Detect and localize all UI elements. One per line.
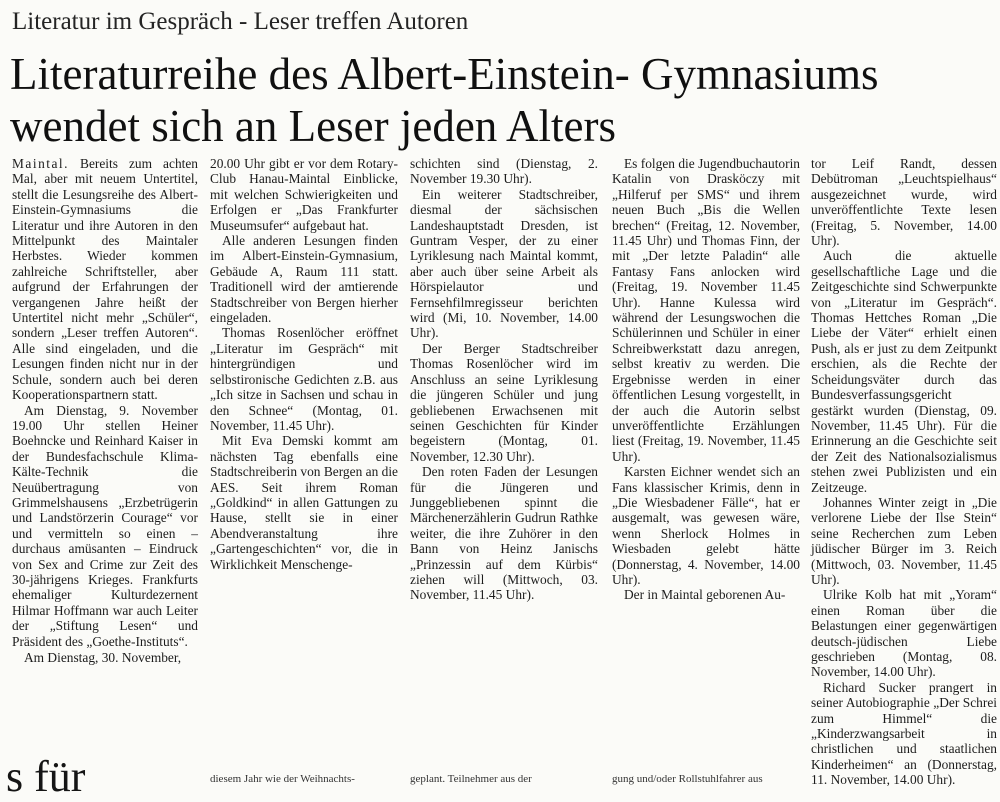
- article-paragraph: Der Berger Stadtschreiber Thomas Rosenlöcher wird im Anschluss an seine Lyriklesung die jüngeren Schüler und jung gebliebenen Erwachsenen mit seinen Geschichten für Kinder begeistern (Montag, 01. November, 12.30 Uhr).: [410, 340, 598, 464]
- article-dateline: Maintal.: [12, 156, 69, 171]
- article-column-5: [811, 156, 997, 788]
- article-headline: Literaturreihe des Albert-Einstein- Gymnasiums wendet sich an Leser jeden Alters: [10, 49, 879, 151]
- article-column-1: [12, 156, 198, 665]
- article-paragraph: [12, 156, 198, 403]
- article-paragraph: tor Leif Randt, dessen Debütroman „Leuchtspielhaus“ ausgezeichnet wurde, wird unveröffentlichte Texte lesen (Freitag, 5. November, 14.00 Uhr).: [811, 156, 997, 249]
- article-kicker: Literatur im Gespräch - Leser treffen Autoren: [12, 8, 469, 35]
- article-paragraph: Alle anderen Lesungen finden im Albert-Einstein-Gymnasium, Gebäude A, Raum 111 statt. Traditionell wird der amtierende Stadtschreiber von Bergen hierher eingeladen.: [210, 233, 398, 326]
- article-paragraph: Am Dienstag, 30. November,: [24, 650, 182, 665]
- next-article-text-fragment: geplant. Teilnehmer aus der: [410, 773, 532, 785]
- article-paragraph: 20.00 Uhr gibt er vor dem Rotary-Club Hanau-Maintal Einblicke, mit welchen Schwierigkeiten und Erfolgen er „Das Frankfurter Museumsufer“ aufgebaut hat.: [210, 156, 398, 233]
- article-paragraph: Ulrike Kolb hat mit „Yoram“ einen Roman über die Belastungen einer gegenwärtigen deutsch-jüdischen Liebe geschrieben (Montag, 08. November, 14.00 Uhr).: [811, 587, 997, 680]
- article-paragraph: Am Dienstag, 9. November 19.00 Uhr stellen Heiner Boehncke und Reinhard Kaiser in der Bundesfachschule Klima-Kälte-Technik die Neuübertragung von Grimmelshausens „Erzbetrügerin und Landstörzerin Courage“ vor und vermitteln so einen – durchaus amüsanten – Eindruck von Sex and Crime zur Zeit des 30-jährigens Krieges. Frankfurts ehemaliger Kulturdezernent Hilmar Hoffmann war auch Leiter der „Stiftung Lesen“ und Präsident des „Goethe-Instituts“.: [12, 402, 198, 649]
- article-paragraph: Ein weiterer Stadtschreiber, diesmal der sächsischen Landeshauptstadt Dresden, ist Guntram Vesper, der zu einer Lyriklesung nach Maintal kommt, aber auch über seine Arbeit als Hörspielautor und Fernsehfilmregisseur berichten wird (Mi, 10. November, 14.00 Uhr).: [410, 186, 598, 341]
- article-paragraph: Johannes Winter zeigt in „Die verlorene Liebe der Ilse Stein“ seine Recherchen zum Leben jüdischer Bürger im 3. Reich (Mittwoch, 03. November, 11.45 Uhr).: [811, 494, 997, 587]
- next-article-headline-fragment: s für: [6, 752, 86, 801]
- article-paragraph: schichten sind (Dienstag, 2. November 19.30 Uhr).: [410, 156, 598, 187]
- article-column-2: [210, 156, 398, 572]
- article-paragraph: Richard Sucker prangert in seiner Autobiographie „Der Schrei zum Himmel“ die „Kinderzwangsarbeit in christlichen und staatlichen Kinderheimen“ an (Donnerstag, 11. November, 14.00 Uhr).: [811, 679, 997, 788]
- article-paragraph: Mit Eva Demski kommt am nächsten Tag ebenfalls eine Stadtschreiberin von Bergen an die AES. Seit ihrem Roman „Goldkind“ in allen Gattungen zu Hause, stellt sie in einer Abendveranstaltung ihre „Gartengeschichten“ vor, die in Wirklichkeit Menschenge-: [210, 433, 398, 572]
- article-column-3: [410, 156, 598, 603]
- paragraph-text: Bereits zum achten Mal, aber mit neuem Untertitel, stellt die Lesungsreihe des Albert-Einstein-Gymnasiums die Literatur und ihre Autoren in den Mittelpunkt des Maintaler Herbstes. Wieder kommen zahlreiche Schriftsteller, aber aufgrund der Erfahrungen der vergangenen Jahre heißt der Untertitel nicht mehr „Schüler“, sondern „Leser treffen Autoren“. Alle sind eingeladen, und die Lesungen finden nicht nur in der Schule, sondern auch bei deren Kooperationspartnern statt.: [12, 156, 198, 403]
- article-paragraph: Karsten Eichner wendet sich an Fans klassischer Krimis, denn in „Die Wiesbadener Fälle“, hat er ausgemalt, was gewesen wäre, wenn Sherlock Holmes in Wiesbaden gelebt hätte (Donnerstag, 4. November, 14.00 Uhr).: [612, 464, 800, 587]
- article-column-4: [612, 156, 800, 603]
- article-paragraph: Es folgen die Jugendbuchautorin Katalin von Drasköczy mit „Hilferuf per SMS“ und ihrem neuen Buch „Bis die Wellen brechen“ (Freitag, 12. November, 11.45 Uhr) und Thomas Finn, der mit „Der letzte Paladin“ alle Fantasy Fans anlocken wird (Freitag, 19. November 11.45 Uhr). Hanne Kulessa wird während der Lesungswochen die Schülerinnen und Schüler in einer Schreibwerkstatt dazu anregen, selbst kreativ zu werden. Die Ergebnisse werden in einer öffentlichen Lesung vorgestellt, in der auch die Autorin selbst unveröffentlichte Erzählungen liest (Freitag, 19. November, 11.45 Uhr).: [612, 156, 800, 464]
- article-paragraph: Auch die aktuelle gesellschaftliche Lage und die Zeitgeschichte sind Schwerpunkte von „Literatur im Gespräch“. Thomas Hettches Roman „Die Liebe der Väter“ erhielt einen Push, als er just zu dem Zeitpunkt erschien, als die Rechte der Scheidungsväter durch das Bundesverfassungsgericht gestärkt wurden (Dienstag, 09. November, 11.45 Uhr). Für die Erinnerung an die Geschichte seit der Zeit des Nationalsozialismus stehen zwei Publizisten und ein Zeitzeuge.: [811, 248, 997, 495]
- article-paragraph: Den roten Faden der Lesungen für die Jüngeren und Junggebliebenen spinnt die Märchenerzählerin Gudrun Rathke weiter, die ihre Zuhörer in den Bann von Heinz Janischs „Prinzessin auf dem Kürbis“ ziehen will (Mittwoch, 03. November, 11.45 Uhr).: [410, 464, 598, 603]
- article-paragraph: Der in Maintal geborenen Au-: [624, 587, 786, 603]
- article-paragraph: Thomas Rosenlöcher eröffnet „Literatur im Gespräch“ mit hintergründigen und selbstironische Gedichten z.B. aus „Ich sitze in Sachsen und schau in den Schnee“ (Montag, 01. November, 11.45 Uhr).: [210, 325, 398, 433]
- next-article-text-fragment: diesem Jahr wie der Weihnachts-: [210, 773, 355, 785]
- next-article-text-fragment: gung und/oder Rollstuhlfahrer aus: [612, 773, 763, 785]
